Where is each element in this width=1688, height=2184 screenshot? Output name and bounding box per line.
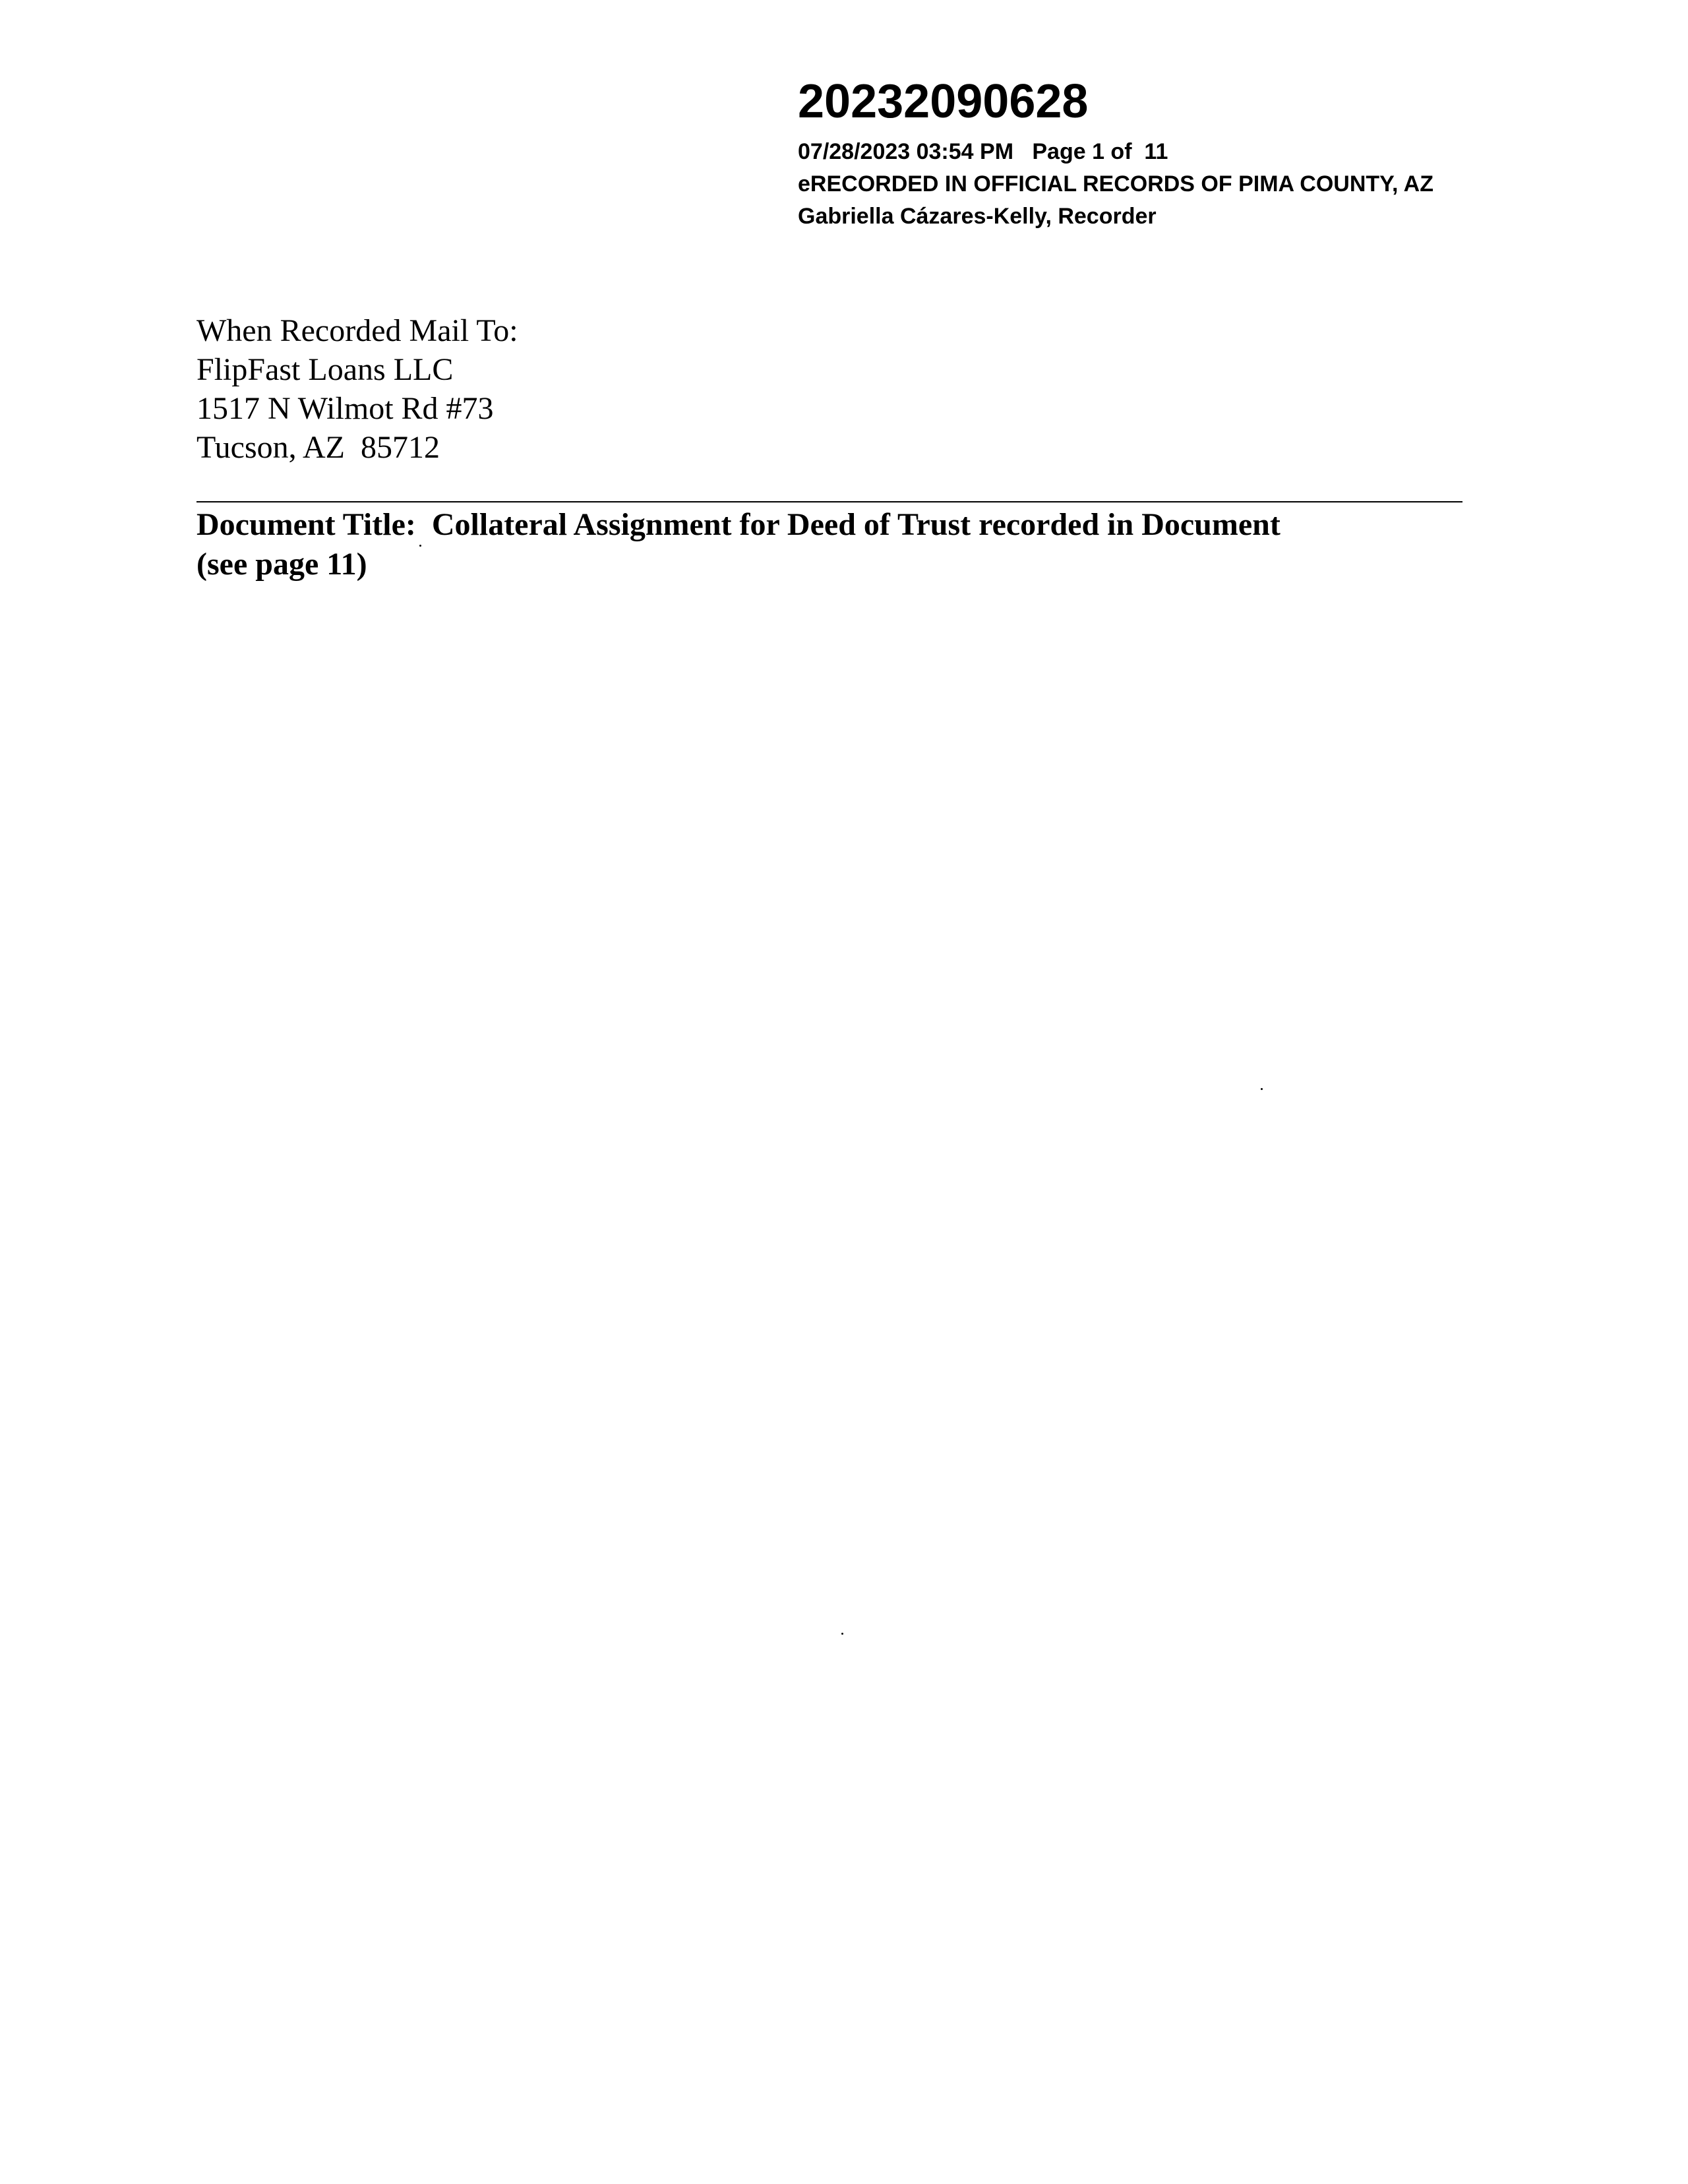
document-title-label: Document Title: — [196, 507, 416, 542]
mail-to-name: FlipFast Loans LLC — [196, 352, 454, 387]
document-title-text: Collateral Assignment for Deed of Trust recorded in Document — [415, 507, 1281, 542]
document-title — [196, 505, 1489, 584]
document-title-continuation: (see page 11) — [196, 547, 367, 582]
recording-stamp — [798, 74, 1523, 233]
mail-to-city-state-zip: Tucson, AZ 85712 — [196, 430, 440, 465]
recorder-name: Gabriella Cázares-Kelly, Recorder — [798, 204, 1157, 229]
mail-to-heading: When Recorded Mail To: — [196, 313, 518, 348]
scan-speck — [419, 545, 421, 547]
scan-speck — [1261, 1088, 1263, 1090]
mail-to-block — [196, 311, 518, 467]
scan-speck — [841, 1633, 843, 1635]
mail-to-street: 1517 N Wilmot Rd #73 — [196, 391, 494, 426]
recording-office: eRECORDED IN OFFICIAL RECORDS OF PIMA COUNTY, AZ — [798, 171, 1434, 197]
recording-number: 20232090628 — [798, 75, 1089, 128]
title-divider — [196, 501, 1462, 502]
recording-datetime-page: 07/28/2023 03:54 PM Page 1 of 11 — [798, 139, 1168, 164]
